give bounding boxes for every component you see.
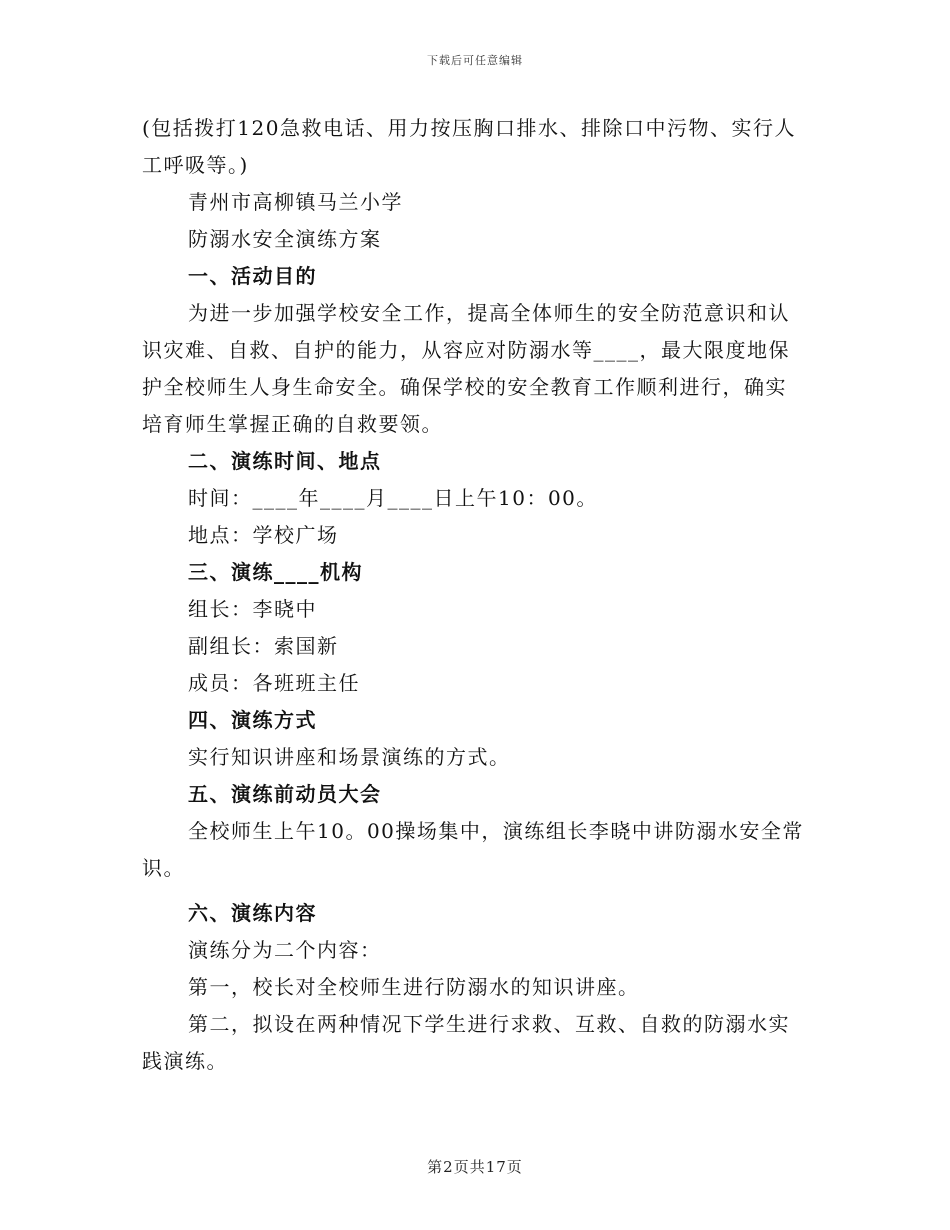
- paragraph-deputy-leader: 副组长：索国新: [188, 634, 339, 658]
- paragraph-members: 成员：各班班主任: [188, 671, 360, 695]
- paragraph-content-second: 第二，拟设在两种情况下学生进行求救、互救、自救的防溺水实践演练。: [142, 1012, 790, 1073]
- paragraph-place: 地点：学校广场: [188, 523, 339, 547]
- paragraph-purpose: 为进一步加强学校安全工作，提高全体师生的安全防范意识和认识灾难、自救、自护的能力，从容应对防溺水等____，最大限度地保护全校师生人身生命安全。确保学校的安全教育工作顺利进行，确实培育师生掌握正确的自救要领。: [142, 301, 790, 436]
- paragraph-method: 实行知识讲座和场景演练的方式。: [188, 745, 511, 769]
- school-name: 青州市高柳镇马兰小学: [188, 190, 403, 214]
- page-number: 第2页共17页: [427, 1158, 523, 1176]
- paragraph-mobilization: 全校师生上午10。00操场集中，演练组长李晓中讲防溺水安全常识。: [142, 819, 804, 880]
- document-body: [142, 110, 808, 1080]
- section-heading-organization: 三、演练____机构: [188, 560, 363, 584]
- paragraph-first-aid-note: (包括拨打120急救电话、用力按压胸口排水、排除口中污物、实行人工呼吸等。): [142, 116, 796, 177]
- section-heading-time-place: 二、演练时间、地点: [188, 449, 382, 473]
- paragraph-time: 时间：____年____月____日上午10：00。: [188, 486, 598, 510]
- paragraph-leader: 组长：李晓中: [188, 597, 317, 621]
- page-header: 下载后可任意编辑: [427, 54, 523, 67]
- document-title: 防溺水安全演练方案: [188, 227, 382, 251]
- section-heading-method: 四、演练方式: [188, 708, 317, 732]
- section-heading-mobilization: 五、演练前动员大会: [188, 782, 382, 806]
- paragraph-content-intro: 演练分为二个内容：: [188, 938, 382, 962]
- section-heading-content: 六、演练内容: [188, 901, 317, 925]
- section-heading-purpose: 一、活动目的: [188, 264, 317, 288]
- paragraph-content-first: 第一，校长对全校师生进行防溺水的知识讲座。: [188, 975, 640, 999]
